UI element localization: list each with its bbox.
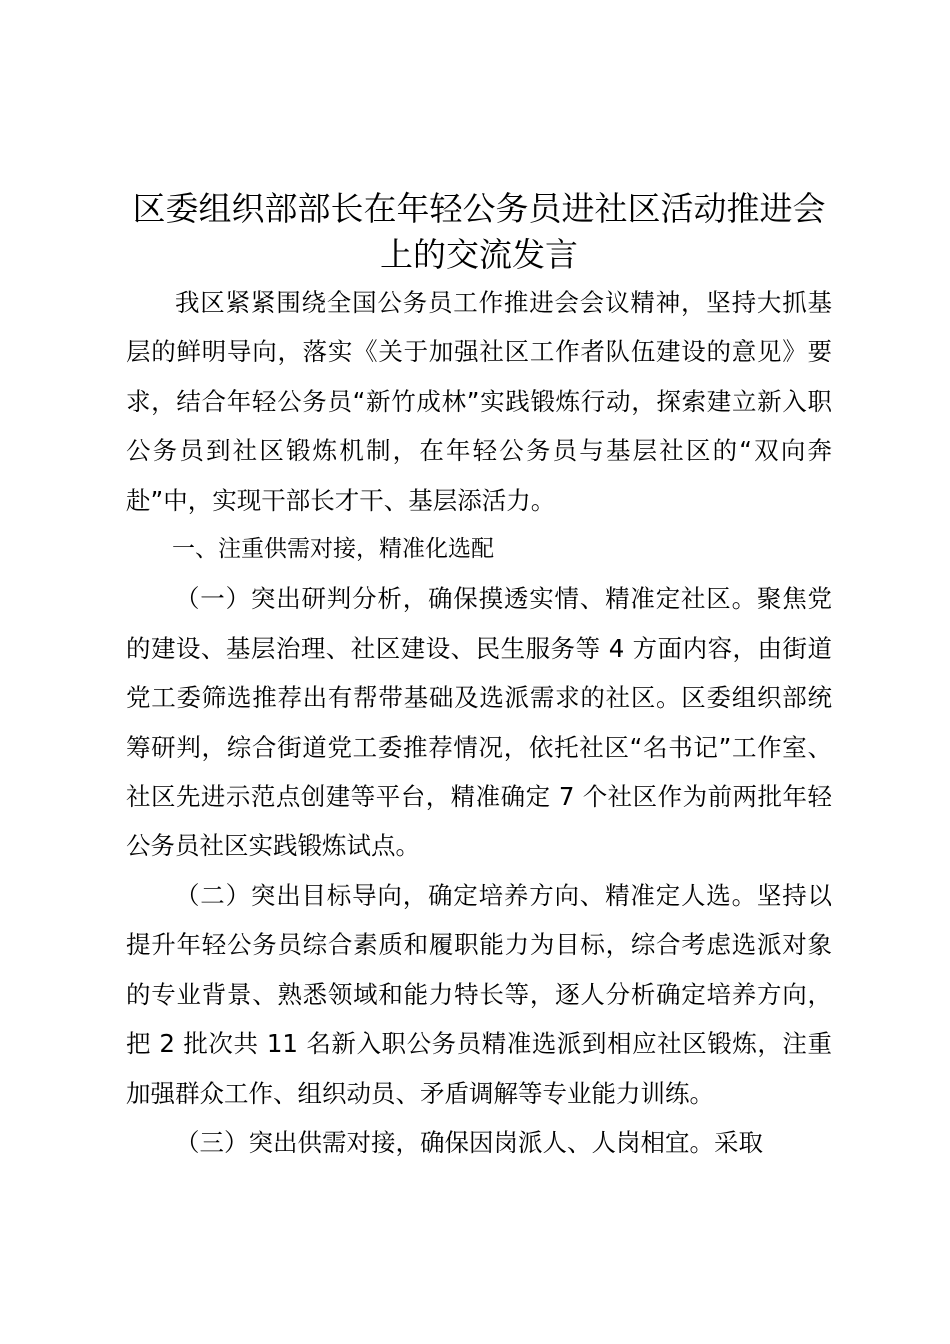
paragraph-2: （二）突出目标导向，确定培养方向、精准定人选。坚持以提升年轻公务员综合素质和履职能力为目标，综合考虑选派对象的专业背景、熟悉领域和能力特长等，逐人分析确定培养方向，把 2 批次共 11 名新入职公务员精准选派到相应社区锻炼，注重加强群众工作、组织动员、矛盾调解等专业能力训练。: [126, 880, 832, 1108]
paragraph-1: （一）突出研判分析，确保摸透实情、精准定社区。聚焦党的建设、基层治理、社区建设、民生服务等 4 方面内容，由街道党工委筛选推荐出有帮带基础及选派需求的社区。区委组织部统筹研判，综合街道党工委推荐情况，依托社区“名书记”工作室、社区先进示范点创建等平台，精准确定 7 个社区作为前两批年轻公务员社区实践锻炼试点。: [126, 584, 832, 861]
paragraph-3: （三）突出供需对接，确保因岗派人、人岗相宜。采取: [175, 1127, 763, 1157]
document-title: 区委组织部部长在年轻公务员进社区活动推进会上的交流发言: [132, 189, 826, 274]
section-heading-1: 一、注重供需对接，精准化选配: [172, 536, 494, 563]
intro-paragraph: 我区紧紧围绕全国公务员工作推进会会议精神，坚持大抓基层的鲜明导向，落实《关于加强社区工作者队伍建设的意见》要求，结合年轻公务员“新竹成林”实践锻炼行动，探索建立新入职公务员到社区锻炼机制，在年轻公务员与基层社区的“双向奔赴”中，实现干部长才干、基层添活力。: [126, 288, 832, 515]
document-page: [126, 186, 832, 1167]
